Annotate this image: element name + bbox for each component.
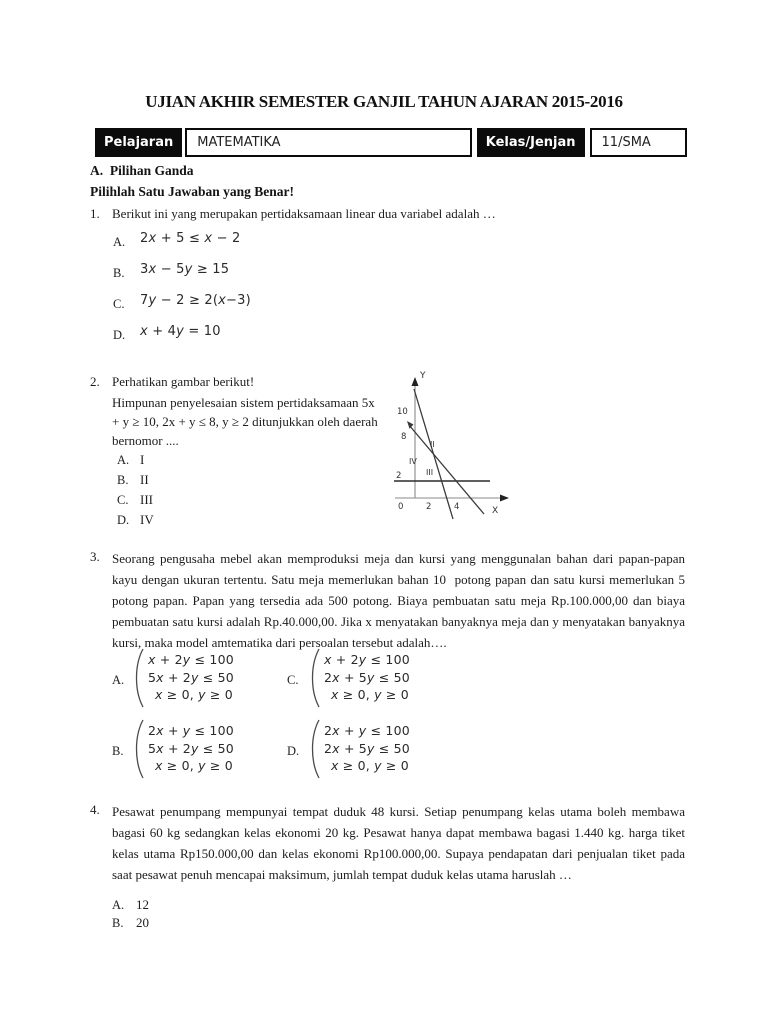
left-brace-icon [135,719,145,779]
option-label: B. [117,473,129,487]
q2-option-a [117,452,144,468]
x-tick-4: 4 [454,502,460,512]
option-formula: x + 4y = 10 [140,324,221,339]
q2-body: Himpunan penyelesaian sistem pertidaksamaan 5x + y ≥ 10, 2x + y ≤ 8, y ≥ 2 ditunjukkan oleh daerah bernomor .... [112,395,378,448]
x-axis-arrow-icon [500,495,509,502]
q2-inequality-graph [390,362,540,524]
q2-option-d [117,512,154,528]
left-brace-icon [135,648,145,708]
q3-option-c-system [311,651,410,708]
line-arrow-icon [407,421,414,429]
q4-option-a [112,897,149,913]
region-label-ii: II [430,440,435,449]
q1-option-c [113,291,251,309]
subject-value: MATEMATIKA [185,128,472,157]
q1-text: Berikut ini yang merupakan pertidaksamaan linear dua variabel adalah … [112,206,496,221]
system-line: 2x + y ≤ 100 [324,723,410,738]
origin-label: 0 [398,502,404,512]
q3-number: 3. [90,549,100,564]
section-title: Pilihan Ganda [109,163,194,178]
q1-number: 1. [90,206,100,221]
x-tick-2: 2 [426,502,432,512]
system-line: x ≥ 0, y ≥ 0 [155,687,233,702]
left-brace-icon [311,719,321,779]
page-title: UJIAN AKHIR SEMESTER GANJIL TAHUN AJARAN 2015-2016 [145,92,623,111]
y-tick-8: 8 [401,432,407,442]
subject-label: Pelajaran [95,128,182,157]
option-label: D. [117,513,130,527]
option-value: 20 [136,915,149,930]
option-formula: 3x − 5y ≥ 15 [140,262,230,277]
system-line: 5x + 2y ≤ 50 [148,740,234,756]
section-heading [90,163,194,179]
y-axis-label: Y [420,371,426,381]
system-line: 2x + 5y ≤ 50 [324,669,410,685]
option-formula: 2x + 5 ≤ x − 2 [140,231,241,246]
class-level-label: Kelas/Jenjan [477,128,585,157]
exam-header [95,128,687,157]
x-axis-label: X [492,506,499,516]
option-label: A. [117,453,130,467]
system-line: x ≥ 0, y ≥ 0 [155,758,233,773]
option-label: C. [113,297,125,311]
system-line: x + 2y ≤ 100 [324,652,410,667]
q3-option-b-label: B. [112,744,124,758]
q2-option-b [117,472,149,488]
option-label: A. [113,235,126,249]
q2-option-c [117,492,153,508]
q3-option-d-system [311,722,410,779]
option-label: B. [113,266,125,280]
option-value: 12 [136,897,149,912]
system-line: 5x + 2y ≤ 50 [148,669,234,685]
section-label: A. [90,163,104,178]
q3-option-c-label: C. [287,673,299,687]
q4-option-b [112,915,149,931]
line-2x-plus-y [409,425,484,514]
y-axis-arrow-icon [412,377,419,386]
system-line: x ≥ 0, y ≥ 0 [331,687,409,702]
y-tick-2: 2 [396,471,402,481]
q3-option-d-label: D. [287,744,300,758]
q1-option-d [113,322,221,340]
option-value: IV [140,512,154,527]
system-line: 2x + y ≤ 100 [148,723,234,738]
option-label: A. [112,898,125,912]
q1-option-a [113,229,241,247]
q1-option-b [113,260,229,278]
q3-text: Seorang pengusaha mebel akan memproduksi meja dan kursi yang menggunalan bahan dari papan-papan kayu dengan ukuran tertentu. Satu meja memerlukan bahan 10 potong papan dan satu kursi memerlukan 5 potong papan. Papan yang tersedia ada 500 potong. Biaya pembuatan satu meja Rp.100.000,00 dan biaya pembuatan satu kursi adalah Rp.40.000,00. Jika x menyatakan banyaknya meja dan y menyatakan banyaknya kursi, maka model amtematika dari persoalan tersebut adalah…. [112,551,685,650]
option-value: I [140,452,145,467]
option-label: C. [117,493,129,507]
q4-text: Pesawat penumpang mempunyai tempat duduk 48 kursi. Setiap penumpang kelas utama boleh membawa bagasi 60 kg sedangkan kelas ekonomi 20 kg. Pesawat hanya dapat membawa bagasi 1.440 kg. harga tiket kelas utama Rp150.000,00 dan kelas ekonomi Rp100.000,00. Supaya pendapatan dari penjualan tiket pada saat pesawat penuh mencapai maksimum, jumlah tempat duduk kelas utama haruslah … [112,804,685,882]
system-line: x + 2y ≤ 100 [148,652,234,667]
region-label-iii: III [426,468,434,477]
option-formula: 7y − 2 ≥ 2(x−3) [140,293,251,308]
q3-option-a-label: A. [112,673,125,687]
option-value: II [140,472,149,487]
option-label: B. [112,916,124,930]
class-level-value: 11/SMA [590,128,687,157]
q2-number: 2. [90,374,100,389]
region-label-iv: IV [409,457,417,466]
system-line: 2x + 5y ≤ 50 [324,740,410,756]
option-value: III [140,492,153,507]
q4-number: 4. [90,802,100,817]
left-brace-icon [311,648,321,708]
q2-intro: Perhatikan gambar berikut! [112,374,255,389]
option-label: D. [113,328,126,342]
q3-option-b-system [135,722,234,779]
system-line: x ≥ 0, y ≥ 0 [331,758,409,773]
section-instruction: Pilihlah Satu Jawaban yang Benar! [90,184,295,199]
q3-option-a-system [135,651,234,708]
y-tick-10: 10 [397,407,408,417]
